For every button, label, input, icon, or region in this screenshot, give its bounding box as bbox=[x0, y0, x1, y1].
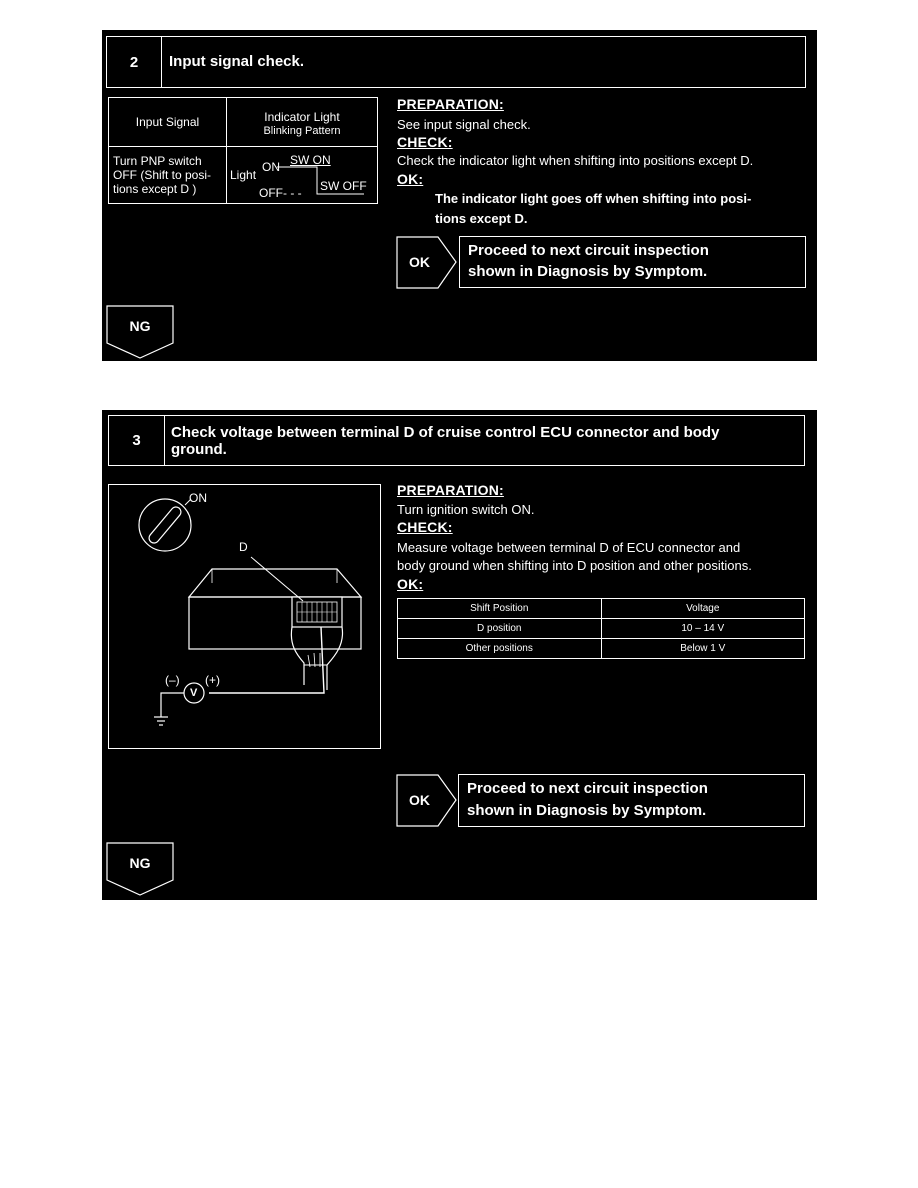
check-label: CHECK: bbox=[397, 519, 453, 535]
ok-criteria-line1: The indicator light goes off when shifting into posi- bbox=[435, 191, 752, 206]
step-title: Input signal check. bbox=[169, 53, 305, 70]
preparation-text: See input signal check. bbox=[397, 117, 531, 132]
ng-button-label: NG bbox=[129, 318, 151, 334]
shift-position-cell: D position bbox=[398, 619, 602, 639]
blinking-pattern-waveform bbox=[109, 98, 377, 203]
ok-arrow-button[interactable] bbox=[396, 774, 458, 827]
voltage-spec-table bbox=[397, 598, 805, 659]
table-header-row bbox=[398, 599, 805, 619]
ok-action-line1: Proceed to next circuit inspection bbox=[467, 780, 708, 797]
ok-action-line2: shown in Diagnosis by Symptom. bbox=[467, 802, 707, 819]
header-voltage: Voltage bbox=[601, 599, 805, 619]
step-number: 3 bbox=[109, 416, 165, 465]
col-header-indicator-light: Indicator Light bbox=[264, 110, 340, 124]
ok-arrow-button[interactable] bbox=[396, 236, 458, 289]
ng-button-label: NG bbox=[129, 855, 151, 871]
row-signal-line1: Turn PNP switch bbox=[113, 154, 202, 168]
pattern-on-label: ON bbox=[262, 160, 280, 174]
voltage-cell: 10 – 14 V bbox=[601, 619, 805, 639]
check-label: CHECK: bbox=[397, 134, 453, 150]
col-header-blinking-pattern: Blinking Pattern bbox=[263, 125, 341, 137]
pattern-sw-on-label: SW ON bbox=[290, 153, 331, 167]
preparation-label: PREPARATION: bbox=[397, 482, 504, 498]
ok-action-line2: shown in Diagnosis by Symptom. bbox=[468, 263, 708, 280]
col-header-input-signal: Input Signal bbox=[135, 115, 200, 129]
ok-action-box bbox=[458, 774, 805, 827]
step-2-title-bar bbox=[106, 36, 806, 88]
header-shift-position: Shift Position bbox=[398, 599, 602, 619]
ok-button-label: OK bbox=[409, 792, 430, 808]
voltmeter-label: V bbox=[190, 687, 198, 699]
terminal-d-label: D bbox=[239, 540, 248, 554]
step-title-line1: Check voltage between terminal D of cruise control ECU connector and body bbox=[171, 424, 720, 441]
ok-action-line1: Proceed to next circuit inspection bbox=[468, 242, 709, 259]
pattern-light-label: Light bbox=[230, 168, 257, 182]
step-3-title-bar bbox=[108, 415, 805, 466]
shift-position-cell: Other positions bbox=[398, 639, 602, 659]
input-signal-table bbox=[108, 97, 378, 204]
ok-label: OK: bbox=[397, 576, 424, 592]
ground-icon bbox=[154, 717, 168, 725]
step-title-line2: ground. bbox=[171, 441, 227, 458]
ng-arrow-button[interactable] bbox=[106, 842, 174, 896]
ok-action-box bbox=[459, 236, 806, 288]
step-3-panel bbox=[102, 410, 817, 900]
step-2-panel bbox=[102, 30, 817, 361]
ng-arrow-button[interactable] bbox=[106, 305, 174, 359]
wire-harness-icon bbox=[291, 627, 342, 690]
ok-label: OK: bbox=[397, 171, 424, 187]
check-text: Check the indicator light when shifting into positions except D. bbox=[397, 153, 754, 168]
pattern-off-label: OFF- - - bbox=[259, 186, 302, 200]
ok-button-label: OK bbox=[409, 254, 430, 270]
check-text-line1: Measure voltage between terminal D of ECU connector and bbox=[397, 540, 741, 555]
ecu-connector-diagram bbox=[108, 484, 381, 749]
step-number: 2 bbox=[107, 37, 162, 87]
voltage-cell: Below 1 V bbox=[601, 639, 805, 659]
ok-criteria-line2: tions except D. bbox=[435, 211, 528, 226]
row-signal-line2: OFF (Shift to posi- bbox=[113, 168, 212, 182]
ignition-on-label: ON bbox=[189, 491, 207, 505]
preparation-label: PREPARATION: bbox=[397, 96, 504, 112]
probe-plus-label: (+) bbox=[205, 673, 220, 687]
probe-minus-label: (–) bbox=[165, 673, 180, 687]
ignition-switch-icon bbox=[139, 499, 191, 551]
table-row bbox=[398, 639, 805, 659]
ecu-connector-icon bbox=[292, 597, 342, 627]
row-signal-line3: tions except D ) bbox=[113, 182, 197, 196]
preparation-text: Turn ignition switch ON. bbox=[397, 502, 535, 517]
check-text-line2: body ground when shifting into D position and other positions. bbox=[397, 558, 752, 573]
ecu-voltage-diagram-drawing bbox=[109, 485, 380, 748]
table-row bbox=[398, 619, 805, 639]
pattern-sw-off-label: SW OFF bbox=[320, 179, 367, 193]
